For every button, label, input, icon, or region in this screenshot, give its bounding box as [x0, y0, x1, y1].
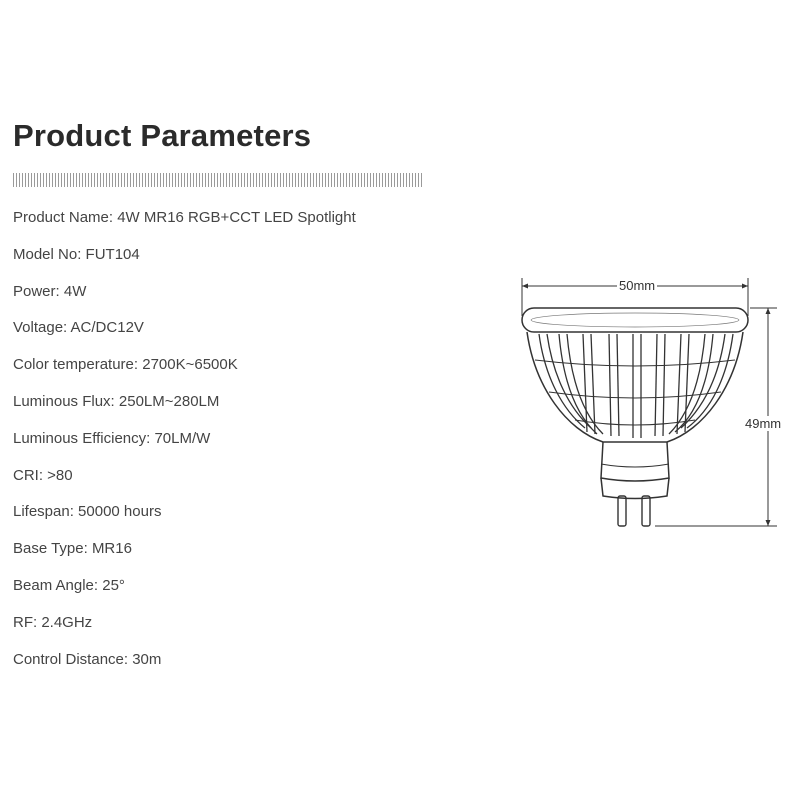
param-luminous-efficiency: Luminous Efficiency: 70LM/W: [13, 429, 211, 447]
param-rf: RF: 2.4GHz: [13, 613, 93, 631]
param-control-distance: Control Distance: 30m: [13, 650, 162, 668]
param-beam-angle: Beam Angle: 25°: [13, 576, 125, 594]
param-base-type: Base Type: MR16: [13, 540, 132, 558]
param-cri: CRI: >80: [13, 466, 73, 484]
page-title: Product Parameters: [13, 118, 312, 153]
param-power: Power: 4W: [13, 282, 87, 300]
param-lifespan: Lifespan: 50000 hours: [13, 503, 162, 521]
mr16-bulb-illustration: [505, 268, 800, 538]
height-dimension-label: 49mm: [745, 416, 782, 431]
param-color-temperature: Color temperature: 2700K~6500K: [13, 356, 238, 374]
decorative-divider: [13, 173, 423, 187]
param-model-no: Model No: FUT104: [13, 245, 140, 263]
parameter-list: [13, 207, 356, 685]
width-dimension-label: 50mm: [619, 278, 656, 293]
param-luminous-flux: Luminous Flux: 250LM~280LM: [13, 392, 220, 410]
param-product-name: Product Name: 4W MR16 RGB+CCT LED Spotlight: [13, 209, 356, 226]
bulb-dimension-drawing: [505, 268, 800, 538]
param-voltage: Voltage: AC/DC12V: [13, 319, 144, 337]
